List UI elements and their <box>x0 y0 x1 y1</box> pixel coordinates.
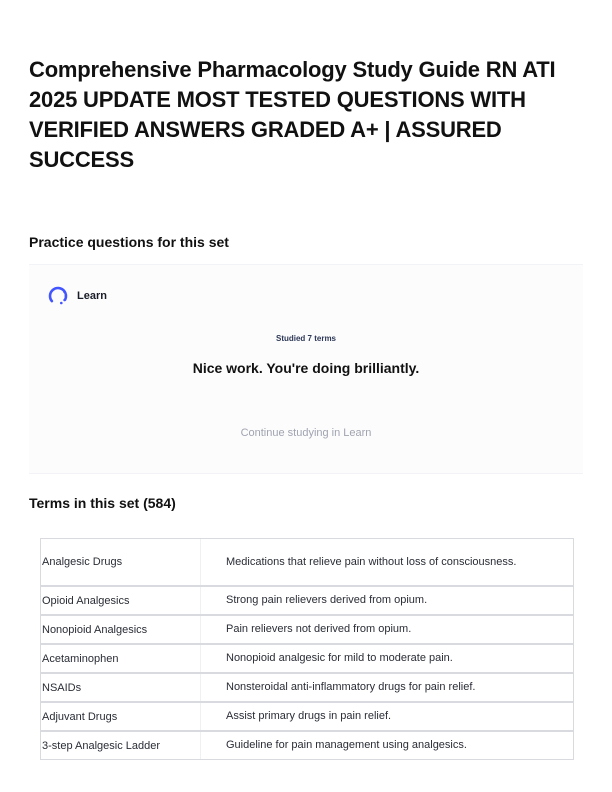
table-row <box>41 616 573 645</box>
practice-card <box>29 264 583 474</box>
table-row <box>41 539 573 587</box>
definition-cell: Medications that relieve pain without loss of consciousness. <box>226 555 517 568</box>
page-title: Comprehensive Pharmacology Study Guide RN ATI 2025 UPDATE MOST TESTED QUESTIONS WITH VERIFIED ANSWERS GRADED A+ | ASSURED SUCCESS <box>29 57 556 172</box>
studied-count: Studied 7 terms <box>275 334 336 343</box>
definition-cell: Assist primary drugs in pain relief. <box>226 710 392 722</box>
term-cell: Opioid Analgesics <box>41 587 201 614</box>
term-cell: Acetaminophen <box>41 645 201 672</box>
definition-cell: Nonopioid analgesic for mild to moderate pain. <box>226 652 453 664</box>
definition-cell: Nonsteroidal anti-inflammatory drugs for pain relief. <box>226 681 476 693</box>
term-cell: 3-step Analgesic Ladder <box>41 732 201 759</box>
terms-heading: Terms in this set (584) <box>29 495 176 511</box>
term-cell: Adjuvant Drugs <box>41 703 201 730</box>
term-cell: NSAIDs <box>41 674 201 701</box>
definition-cell: Guideline for pain management using analgesics. <box>226 739 467 751</box>
table-row <box>41 645 573 674</box>
learn-label: Learn <box>77 290 107 302</box>
table-row <box>41 732 573 759</box>
learn-mode-link[interactable] <box>47 285 107 307</box>
progress-message: Nice work. You're doing brilliantly. <box>192 360 420 376</box>
terms-table <box>40 538 574 760</box>
learn-progress-icon <box>47 285 69 307</box>
definition-cell: Strong pain relievers derived from opium. <box>226 594 428 606</box>
term-cell: Nonopioid Analgesics <box>41 616 201 643</box>
definition-cell: Pain relievers not derived from opium. <box>226 623 412 635</box>
practice-heading: Practice questions for this set <box>29 234 229 250</box>
table-row <box>41 703 573 732</box>
term-cell: Analgesic Drugs <box>41 539 201 585</box>
continue-learn-button[interactable]: Continue studying in Learn <box>240 427 372 439</box>
table-row <box>41 587 573 616</box>
table-row <box>41 674 573 703</box>
